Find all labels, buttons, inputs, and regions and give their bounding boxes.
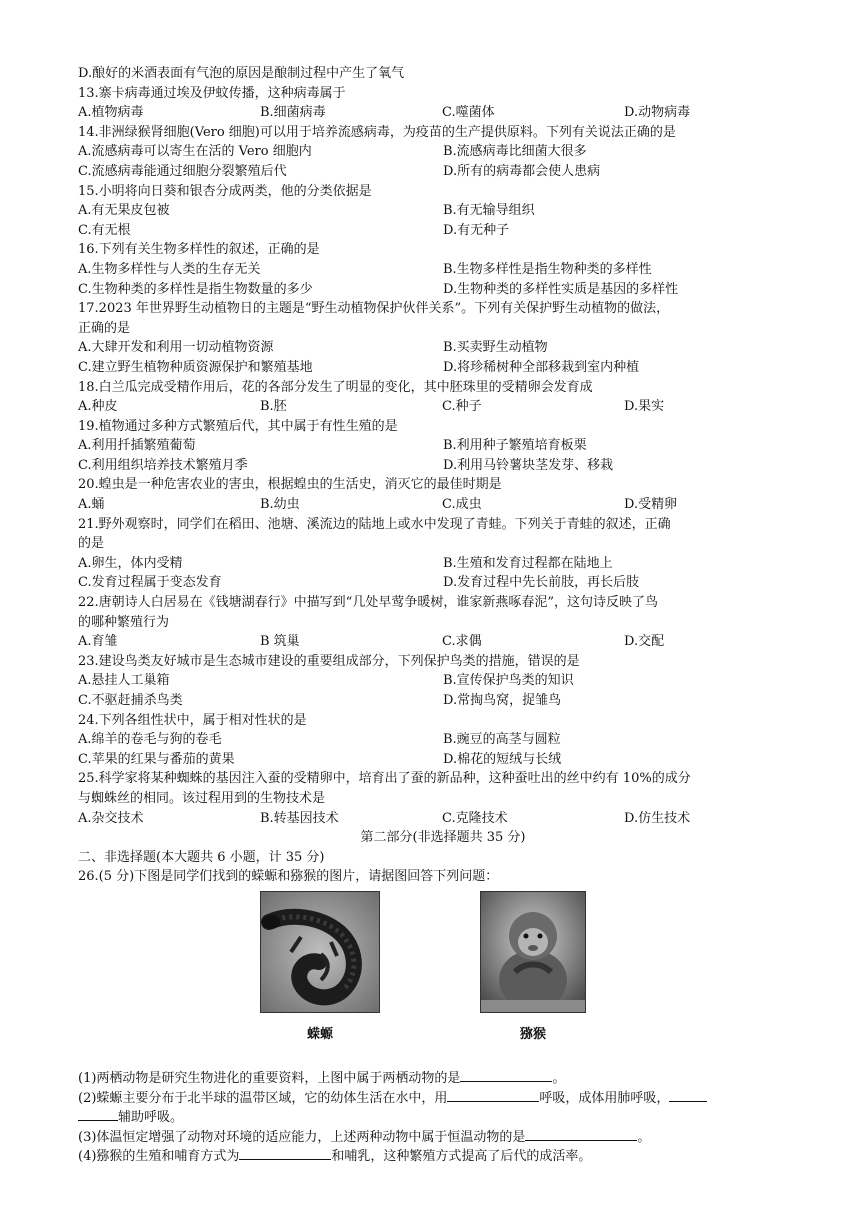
q15-options-row2 (78, 221, 808, 241)
q20-stem: 20.蝗虫是一种危害农业的害虫，根据蝗虫的生活史，消灭它的最佳时期是 (78, 477, 502, 493)
q23-option-c[interactable]: C.不驱赶捕杀鸟类 (78, 693, 183, 708)
q25-options (78, 809, 808, 829)
answer-blank-2[interactable] (447, 1087, 539, 1102)
q16-option-c[interactable]: C.生物种类的多样性是指生物数量的多少 (78, 281, 313, 297)
q24-stem: 24.下列各组性状中，属于相对性状的是 (78, 712, 307, 728)
q15-option-a[interactable]: A.有无果皮包被 (78, 203, 170, 219)
q18-option-a[interactable]: A.种皮 (78, 399, 118, 415)
q19-options-row2 (78, 456, 808, 476)
q26-sub3: (3)体温恒定增强了动物对环境的适应能力，上述两种动物中属于恒温动物的是 。 (78, 1126, 808, 1146)
q19-stem: 19.植物通过多种方式繁殖后代，其中属于有性生殖的是 (78, 418, 398, 434)
q26-sub2-cont: 辅助呼吸。 (78, 1106, 808, 1126)
q21-stem-line2: 的是 (78, 536, 105, 552)
q13-option-d[interactable]: D.动物病毒 (624, 105, 691, 121)
answer-blank-1[interactable] (460, 1067, 552, 1082)
q25-option-b[interactable]: B.转基因技术 (260, 810, 339, 826)
q22-stem-line1: 22.唐朝诗人白居易在《钱塘湖春行》中描写到“几处早莺争暖树，谁家新燕啄春泥”，这句诗反映了鸟 (78, 595, 658, 611)
q13-option-a[interactable]: A.植物病毒 (78, 105, 144, 121)
answer-blank-4[interactable] (525, 1126, 637, 1141)
q23-options-row1 (78, 671, 808, 691)
q23-option-b[interactable]: B.宣传保护鸟类的知识 (443, 673, 574, 689)
section-heading: 二、非选择题(本大题共 6 小题，计 35 分) (78, 849, 325, 865)
q19-option-d[interactable]: D.利用马铃薯块茎发芽、移栽 (443, 457, 614, 473)
q24-option-b[interactable]: B.豌豆的高茎与圆粒 (443, 732, 561, 748)
q26-sub2: (2)蝾螈主要分布于北半球的温带区域，它的幼体生活在水中，用 呼吸，成体用肺呼吸， (78, 1087, 808, 1107)
q13-stem: 13.寨卡病毒通过埃及伊蚊传播，这种病毒属于 (78, 85, 346, 101)
q17-option-a[interactable]: A.大肆开发和利用一切动植物资源 (78, 340, 274, 356)
macaque-figure (480, 891, 586, 1042)
q23-option-d[interactable]: D.常掏鸟窝，捉雏鸟 (443, 693, 562, 708)
q17-stem-line2: 正确的是 (78, 320, 131, 336)
q21-option-d[interactable]: D.发育过程中先长前肢，再长后肢 (443, 575, 640, 591)
q18-option-c[interactable]: C.种子 (442, 399, 482, 415)
q20-option-b[interactable]: B.幼虫 (260, 497, 300, 513)
q15-option-b[interactable]: B.有无输导组织 (443, 203, 535, 219)
q17-options-row2 (78, 358, 808, 378)
q24-options-row1 (78, 730, 808, 750)
q21-option-a[interactable]: A.卵生，体内受精 (78, 555, 183, 571)
q21-options-row2 (78, 573, 808, 593)
q24-options-row2 (78, 750, 808, 770)
q18-options (78, 397, 808, 417)
salamander-figure (260, 891, 380, 1042)
q26-figures (78, 887, 808, 1067)
salamander-image (260, 891, 380, 1013)
answer-blank-5[interactable] (239, 1145, 331, 1160)
q19-option-c[interactable]: C.利用组织培养技术繁殖月季 (78, 457, 248, 473)
q23-option-a[interactable]: A.悬挂人工巢箱 (78, 673, 170, 689)
q25-option-c[interactable]: C.克隆技术 (442, 810, 508, 826)
q19-option-a[interactable]: A.利用扦插繁殖葡萄 (78, 438, 196, 454)
q15-options-row1 (78, 201, 808, 221)
q26-stem: 26.(5 分)下图是同学们找到的蝾螈和猕猴的图片，请据图回答下列问题： (78, 869, 499, 885)
q19-option-b[interactable]: B.利用种子繁殖培育板栗 (443, 438, 587, 454)
q22-option-a[interactable]: A.育雏 (78, 634, 118, 650)
q22-option-b[interactable]: B 筑巢 (260, 634, 300, 650)
q24-option-a[interactable]: A.绵羊的卷毛与狗的卷毛 (78, 732, 222, 748)
q17-option-b[interactable]: B.买卖野生动植物 (443, 340, 548, 356)
q21-stem-line1: 21.野外观察时，同学们在稻田、池塘、溪流边的陆地上或水中发现了青蛙。下列关于青蛙的叙述，正确 (78, 516, 671, 532)
q23-options-row2 (78, 691, 808, 711)
salamander-caption: 蝾螈 (306, 1026, 333, 1042)
q14-options-row2 (78, 162, 808, 182)
q17-stem-line1: 17.2023 年世界野生动植物日的主题是“野生动植物保护伙伴关系”。下列有关保护野生动植物的做法， (78, 301, 670, 317)
q12-option-d: D.酿好的米酒表面有气泡的原因是酿制过程中产生了氧气 (78, 66, 405, 81)
q14-options-row1 (78, 142, 808, 162)
q21-option-c[interactable]: C.发育过程属于变态发育 (78, 575, 222, 591)
q24-option-c[interactable]: C.苹果的红果与番茄的黄果 (78, 751, 235, 767)
q14-option-a[interactable]: A.流感病毒可以寄生在活的 Vero 细胞内 (78, 144, 312, 160)
q14-stem: 14.非洲绿猴肾细胞(Vero 细胞)可以用于培养流感病毒，为疫苗的生产提供原料。下列有关说法正确的是 (78, 124, 676, 140)
answer-blank-3b[interactable] (78, 1106, 118, 1121)
q22-option-c[interactable]: C.求偶 (442, 634, 482, 650)
q16-option-d[interactable]: D.生物种类的多样性实质是基因的多样性 (443, 281, 679, 297)
q17-option-d[interactable]: D.将珍稀树种全部移栽到室内种植 (443, 359, 640, 375)
answer-blank-3a[interactable] (669, 1087, 707, 1102)
q14-option-b[interactable]: B.流感病毒比细菌大很多 (443, 144, 587, 160)
q16-option-b[interactable]: B.生物多样性是指生物种类的多样性 (443, 261, 652, 277)
q17-options-row1 (78, 338, 808, 358)
q24-option-d[interactable]: D.棉花的短绒与长绒 (443, 751, 562, 767)
q22-stem-line2: 的哪种繁殖行为 (78, 614, 170, 630)
q25-stem-line2: 与蜘蛛丝的相同。该过程用到的生物技术是 (78, 790, 326, 806)
q20-option-c[interactable]: C.成虫 (442, 497, 482, 513)
q15-stem: 15.小明将向日葵和银杏分成两类，他的分类依据是 (78, 183, 372, 199)
q18-option-d[interactable]: D.果实 (624, 399, 665, 415)
exam-page (78, 64, 808, 1165)
macaque-caption: 猕猴 (519, 1026, 546, 1042)
q16-option-a[interactable]: A.生物多样性与人类的生存无关 (78, 261, 261, 277)
q16-stem: 16.下列有关生物多样性的叙述，正确的是 (78, 242, 320, 258)
q21-option-b[interactable]: B.生殖和发育过程都在陆地上 (443, 555, 613, 571)
q26-sub1: (1)两栖动物是研究生物进化的重要资料，上图中属于两栖动物的是 。 (78, 1067, 808, 1087)
q13-option-c[interactable]: C.噬菌体 (442, 105, 495, 121)
q20-option-a[interactable]: A.蛹 (78, 497, 105, 513)
part2-heading: 第二部分(非选择题共 35 分) (360, 830, 526, 846)
macaque-image (480, 891, 586, 1013)
q18-option-b[interactable]: B.胚 (260, 399, 287, 415)
q17-option-c[interactable]: C.建立野生植物种质资源保护和繁殖基地 (78, 359, 313, 375)
q23-stem: 23.建设鸟类友好城市是生态城市建设的重要组成部分，下列保护鸟类的措施，错误的是 (78, 653, 580, 669)
q22-options (78, 632, 808, 652)
q15-option-c[interactable]: C.有无根 (78, 222, 131, 238)
q25-option-a[interactable]: A.杂交技术 (78, 810, 144, 826)
q14-option-d[interactable]: D.所有的病毒都会使人患病 (443, 163, 601, 179)
q25-stem-line1: 25.科学家将某种蜘蛛的基因注入蚕的受精卵中，培育出了蚕的新品种，这种蚕吐出的丝中约有 10%的成分 (78, 771, 691, 787)
q13-option-b[interactable]: B.细菌病毒 (260, 105, 326, 121)
q15-option-d[interactable]: D.有无种子 (443, 222, 510, 238)
q26-sub4: (4)猕猴的生殖和哺育方式为 和哺乳，这种繁殖方式提高了后代的成活率。 (78, 1145, 808, 1165)
q22-option-d[interactable]: D.交配 (624, 634, 665, 650)
q20-option-d[interactable]: D.受精卵 (624, 497, 678, 513)
q18-stem: 18.白兰瓜完成受精作用后，花的各部分发生了明显的变化，其中胚珠里的受精卵会发育成 (78, 379, 593, 395)
q19-options-row1 (78, 436, 808, 456)
q21-options-row1 (78, 554, 808, 574)
q20-options (78, 495, 808, 515)
q13-options (78, 103, 808, 123)
q16-options-row1 (78, 260, 808, 280)
q16-options-row2 (78, 280, 808, 300)
q25-option-d[interactable]: D.仿生技术 (624, 810, 691, 826)
q14-option-c[interactable]: C.流感病毒能通过细胞分裂繁殖后代 (78, 163, 287, 179)
